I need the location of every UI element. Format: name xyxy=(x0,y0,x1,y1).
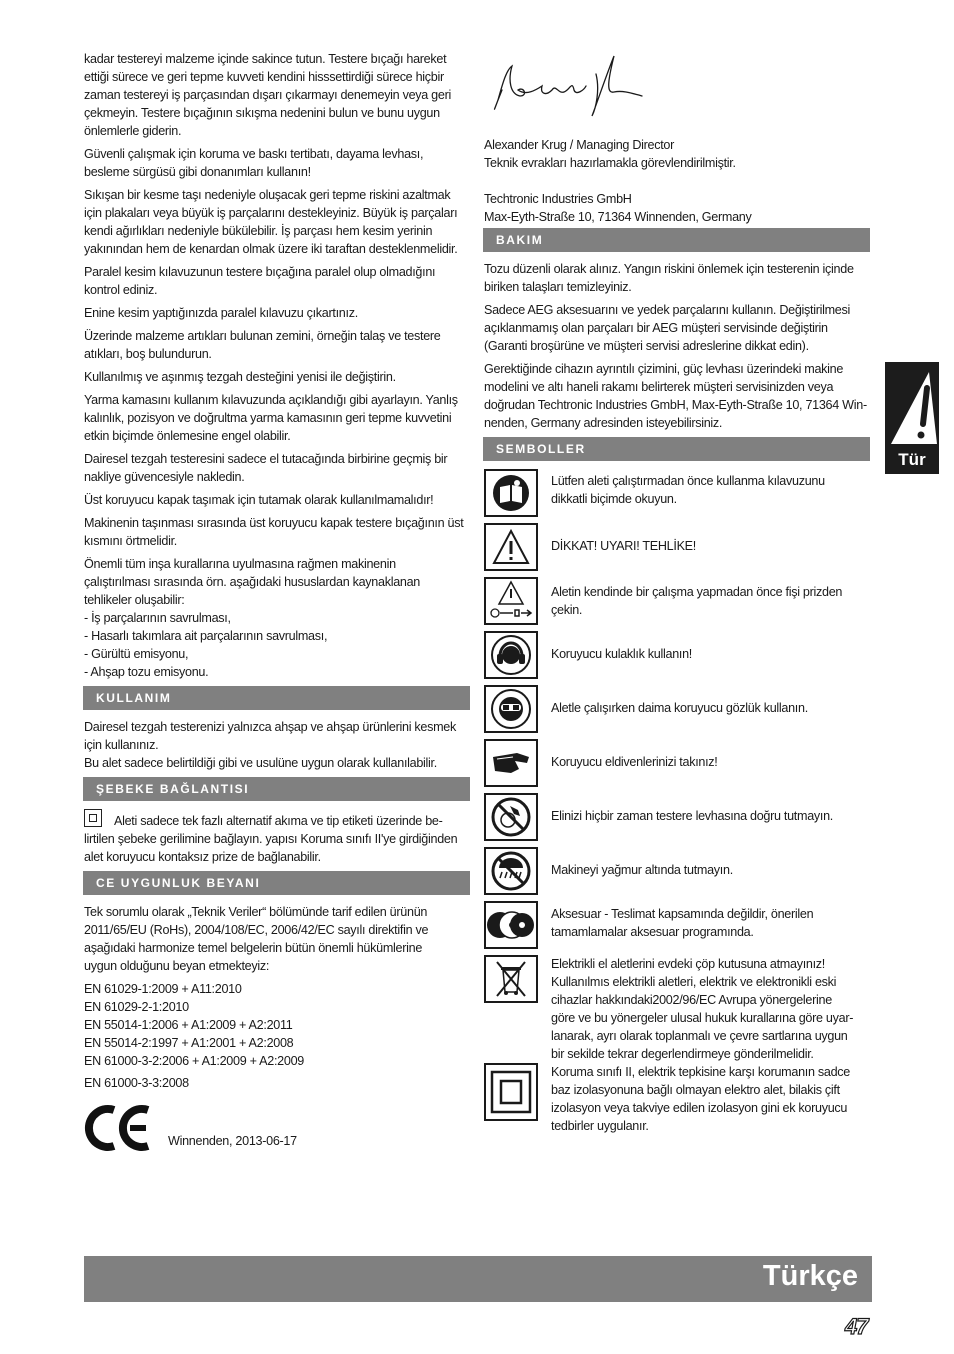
accessory-blades-icon xyxy=(484,901,538,949)
paragraph: Güvenli çalışmak için koruma ve baskı tertibatı, dayama levhası, besleme sürgüsü gibi donanımları kullanın! xyxy=(84,147,424,179)
symbol-text: Koruma sınıfı II, elektrik tepkisine karşı korumanın sadce baz izolasyonuna bağlı olmayan elektro alet, bilakis çift izolasyon veya takviye edilen izolasyon gini ek koruyucu tedbirler uygulanır. xyxy=(551,1065,850,1133)
paragraph: Önemli tüm inşa kurallarına uyulmasına rağmen makinenin çalıştırılması sırasında örn. aşağıdaki hususlardan kaynaklanan tehlikeler oluşabilir: - İş parçalarının savrulması, - Hasarlı takımlara ait parçalarının savrulması, - Gürültü emisyonu, - Ahşap tozu emisyonu. xyxy=(84,557,421,679)
paragraph: Üst koruyucu kapak taşımak için tutamak olarak kullanılmamalıdır! xyxy=(84,493,434,507)
language-side-tab xyxy=(885,362,939,474)
ce-mark-row xyxy=(84,1102,474,1154)
standard-item: EN 61000-3-3:2008 xyxy=(84,1076,189,1090)
kullanim-text: Dairesel tezgah testerenizi yalnızca ahşap ve ahşap ürünlerini kesmek için kullanınız. Bu alet sadece belirtildiği gibi ve usulüne uygun olarak kullanılabilir. xyxy=(84,720,457,770)
symbol-text: Makineyi yağmur altında tutmayın. xyxy=(551,863,733,877)
standard-item: EN 55014-2:1997 + A1:2001 + A2:2008 xyxy=(84,1036,294,1050)
section-heading-sebeke: ŞEBEKE BAĞLANTISI xyxy=(83,777,470,801)
section-heading-bakim: BAKIM xyxy=(483,228,870,252)
paragraph: Dairesel tezgah testeresini sadece el tutacağında birbirine geçmiş bir nakliye güvencesiyle nakledin. xyxy=(84,452,448,484)
symbol-row xyxy=(484,469,874,517)
section-heading-kullanim: KULLANIM xyxy=(83,686,470,710)
symbol-row xyxy=(484,793,874,841)
paragraph: Yarma kamasını kullanım kılavuzunda açıklandığı gibi ayarlayın. Yanlış kalınlık, pozisyon ve doğrultma yarma kamasının geri tepme kuvvetini etkin biçimde önlemesine engel olabilir. xyxy=(84,393,458,443)
warning-triangle-icon xyxy=(885,368,939,448)
ear-protection-icon xyxy=(484,631,538,679)
signer-name: Alexander Krug / Managing Director xyxy=(484,138,675,152)
paragraph: Enine kesim yaptığınızda paralel kılavuzu çıkartınız. xyxy=(84,306,358,320)
standard-item: EN 61000-3-2:2006 + A1:2009 + A2:2009 xyxy=(84,1054,304,1068)
footer-language-bar xyxy=(84,1256,872,1302)
symbol-text: Koruyucu kulaklık kullanın! xyxy=(551,647,693,661)
weee-bin-icon xyxy=(484,955,538,1003)
symbol-row xyxy=(484,955,874,1063)
symbol-text: Koruyucu eldivenlerinizi takınız! xyxy=(551,755,718,769)
safety-paragraphs xyxy=(84,50,474,681)
bakim-paragraph: Sadece AEG aksesuarını ve yedek parçalarını kullanın. Değiştirilmesi açıklanmamış olan parçaları bir AEG müşteri servisinde değiştirin (Garanti broşürüne ve müşteri servisi adreslerine dikkat edin). xyxy=(484,303,850,353)
standard-item: EN 55014-1:2006 + A1:2009 + A2:2011 xyxy=(84,1018,293,1032)
symbol-text: DİKKAT! UYARI! TEHLİKE! xyxy=(551,539,696,553)
page-number: 47 xyxy=(845,1314,868,1339)
paragraph: Makinenin taşınması sırasında üst koruyucu kapak testere bıçağının üst kısmını örtmelidir. xyxy=(84,516,464,548)
section-heading-semboller: SEMBOLLER xyxy=(483,437,870,461)
protection-class-2-icon xyxy=(484,1063,538,1121)
footer-title: Türkçe xyxy=(762,1260,858,1292)
read-manual-icon xyxy=(484,469,538,517)
ce-declaration-text: Tek sorumlu olarak „Teknik Veriler“ bölümünde tarif edilen ürünün 2011/65/EU (RoHs), 2004/108/EC, 2006/42/EC sayılı direktifin ve aşağıdaki harmonize temel belgelerin bütün önemli hükümlerine uygun olduğunu beyan etmekteyiz: xyxy=(84,905,429,973)
section-heading-ce: CE UYGUNLUK BEYANI xyxy=(83,871,470,895)
place-date: Winnenden, 2013-06-17 xyxy=(168,1134,297,1148)
standards-list xyxy=(84,980,474,1070)
paragraph: Sıkışan bir kesme taşı nedeniyle oluşacak geri tepme riskini azaltmak için plakaları veya büyük iş parçalarını destekleyiniz. Büyük iş parçaları kendi ağırlıkları nedeniyle bükülebilir. İş parçası hem kesim yerinin yakınından hem de kenardan olmak üzere iki taraftan desteklenmelidir. xyxy=(84,188,458,256)
standard-item: EN 61029-2-1:2010 xyxy=(84,1000,189,1014)
signature xyxy=(488,50,648,122)
company-name: Techtronic Industries GmbH xyxy=(484,192,632,206)
symbol-row xyxy=(484,847,874,895)
symbol-text: Aletin kendinde bir çalışma yapmadan önce fişi prizden çekin. xyxy=(551,585,843,617)
warning-triangle-icon xyxy=(484,523,538,571)
unplug-warning-icon xyxy=(484,577,538,625)
left-column xyxy=(84,50,474,1154)
symbol-list xyxy=(484,469,874,1135)
bakim-paragraph: Tozu düzenli olarak alınız. Yangın riskini önlemek için testerenin içinde biriken talaşları temizleyiniz. xyxy=(484,262,854,294)
bakim-paragraph: Gerektiğinde cihazın ayrıntılı çizimini, güç levhası üzerindeki makine modelini ve altı haneli rakamı belirterek müşteri servisinizden veya doğrudan Techtronic Industries GmbH, Max-Eyth-Straße 10, 71364 Win- nenden, Germany adresinden isteyebilirsiniz. xyxy=(484,362,867,430)
symbol-row xyxy=(484,577,874,625)
eye-protection-icon xyxy=(484,685,538,733)
signer-role: Teknik evrakları hazırlamakla görevlendirilmiştir. xyxy=(484,156,736,170)
symbol-text: Aletle çalışırken daima koruyucu gözlük kullanın. xyxy=(551,701,808,715)
symbol-row xyxy=(484,685,874,733)
standard-item: EN 61029-1:2009 + A11:2010 xyxy=(84,982,242,996)
side-tab-label: Tür xyxy=(898,450,926,469)
paragraph: Kullanılmış ve aşınmış tezgah desteğini yenisi ile değiştirin. xyxy=(84,370,396,384)
protection-class-2-icon xyxy=(84,809,102,827)
company-address: Max-Eyth-Straße 10, 71364 Winnenden, Germany xyxy=(484,210,752,224)
sebeke-text-rest: lirtilen şebeke gerilimine bağlayın. yapısı Koruma sınıfı II'ye girdiğinden alet koruyucu kontaksız prize de bağlanabilir. xyxy=(84,832,458,864)
symbol-text: Aksesuar - Teslimat kapsamında değildir, önerilen tamamlamalar aksesuar programında. xyxy=(551,907,814,939)
right-column xyxy=(484,136,874,1141)
symbol-row xyxy=(484,631,874,679)
symbol-row xyxy=(484,1063,874,1135)
gloves-icon xyxy=(484,739,538,787)
symbol-row xyxy=(484,523,874,571)
no-rain-icon xyxy=(484,847,538,895)
symbol-text: Elinizi hiçbir zaman testere levhasına doğru tutmayın. xyxy=(551,809,833,823)
paragraph: Paralel kesim kılavuzunun testere bıçağına paralel olup olmadığını kontrol ediniz. xyxy=(84,265,436,297)
symbol-text: Lütfen aleti çalıştırmadan önce kullanma kılavuzunu dikkatli biçimde okuyun. xyxy=(551,474,825,506)
symbol-row xyxy=(484,901,874,949)
symbol-row xyxy=(484,739,874,787)
ce-mark-icon xyxy=(84,1102,154,1154)
paragraph: Üzerinde malzeme artıkları bulunan zemini, örneğin talaş ve testere atıkları, boş bulundurun. xyxy=(84,329,441,361)
sebeke-text-line1: Aleti sadece tek fazlı alternatif akıma ve tip etiketi üzerinde be- xyxy=(114,814,443,828)
sebeke-text xyxy=(84,809,474,866)
no-hands-near-blade-icon xyxy=(484,793,538,841)
symbol-text: Elektrikli el aletlerini evdeki çöp kutusuna atmayınız! Kullanılmıs elektrikli aletleri, elektrik ve elektronikli eski cihazlar hakkındaki2002/96/EC Avrupa yönergelerine göre ve bu yönergeler ulusal hukuk kurallarına göre uyar- lanarak, ayrı olarak toplanmalı ve çevre sartlarına uygun bir sekilde tekrar degerlendirmeye gönderilmelidir. xyxy=(551,957,854,1061)
paragraph: kadar testereyi malzeme içinde sakince tutun. Testere bıçağı hareket ettiği sürece ve geri tepme kuvveti kendini hisssettirdiği sürece hiçbir zaman testereyi iş parçasından dışarı çıkarmayı denemeyin veya geri çekmeyin. Testere bıçağının sıkışma nedenini bulun ve bunu uygun önlemlerle giderin. xyxy=(84,52,451,138)
